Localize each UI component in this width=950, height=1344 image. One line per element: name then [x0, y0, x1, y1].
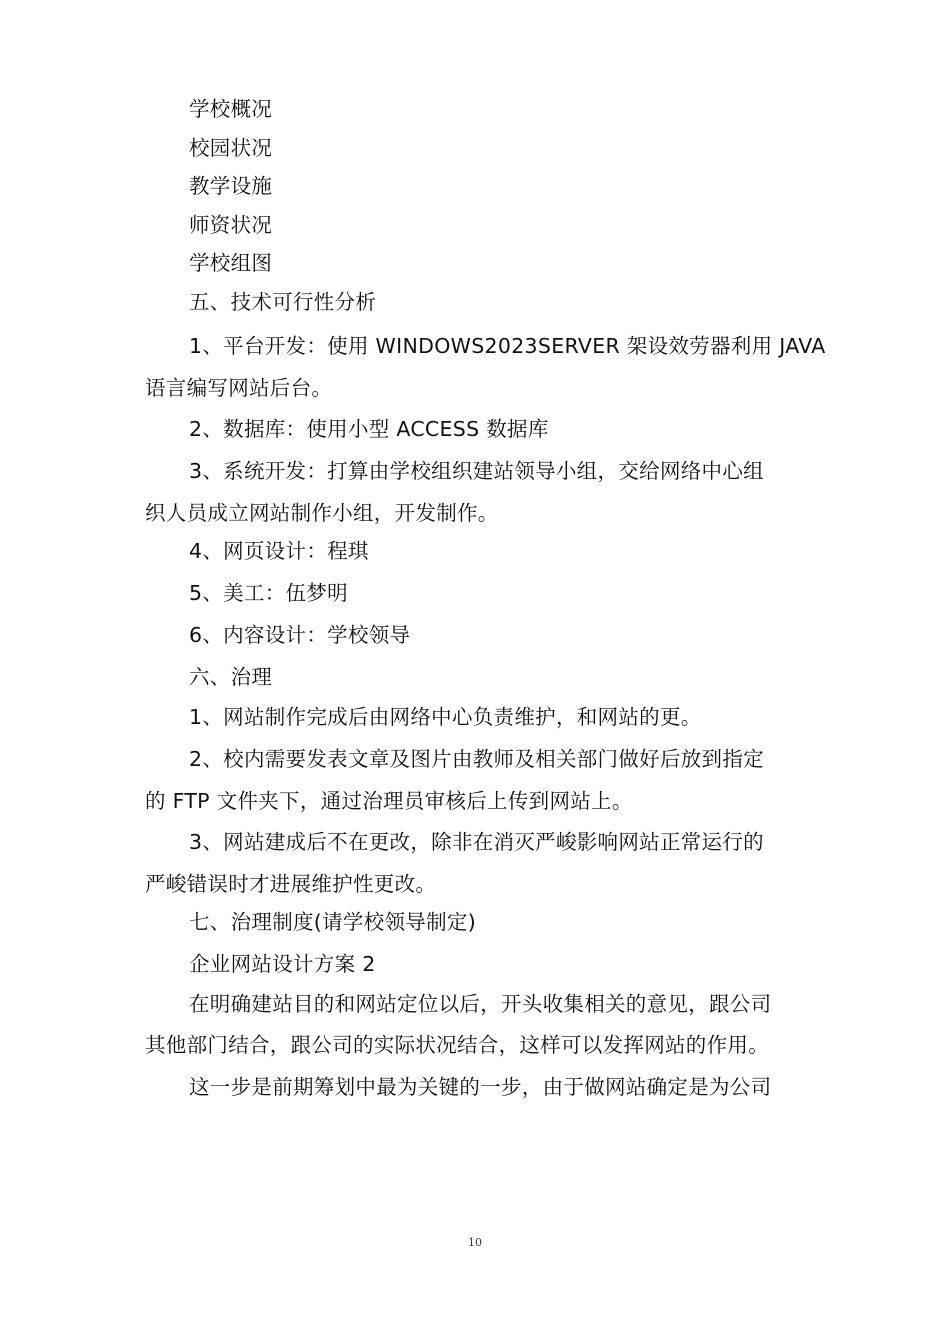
section-heading: 五、技术可行性分析 — [189, 290, 377, 314]
text-line: 1、网站制作完成后由网络中心负责维护，和网站的更。 — [189, 705, 702, 729]
text-line: 3、网站建成后不在更改，除非在消灭严峻影响网站正常运行的 — [189, 830, 764, 854]
text-line: 3、系统开发：打算由学校组织建站领导小组，交给网络中心组 — [189, 459, 764, 483]
text-line: 语言编写网站后台。 — [145, 376, 333, 400]
text-line: 这一步是前期筹划中最为关键的一步，由于做网站确定是为公司 — [189, 1075, 772, 1099]
text-line: 织人员成立网站制作小组，开发制作。 — [145, 501, 499, 525]
text-line: 教学设施 — [189, 174, 273, 198]
text-line: 在明确建站目的和网站定位以后，开头收集相关的意见，跟公司 — [189, 992, 772, 1016]
text-line: 2、校内需要发表文章及图片由教师及相关部门做好后放到指定 — [189, 747, 764, 771]
text-line: 其他部门结合，跟公司的实际状况结合，这样可以发挥网站的作用。 — [145, 1033, 769, 1057]
text-line: 学校组图 — [189, 251, 273, 275]
section-heading: 六、治理 — [189, 665, 273, 689]
text-line: 企业网站设计方案 2 — [189, 952, 376, 976]
text-line: 的 FTP 文件夹下，通过治理员审核后上传到网站上。 — [145, 789, 633, 813]
text-line: 严峻错误时才进展维护性更改。 — [145, 872, 437, 896]
text-line: 5、美工：伍梦明 — [189, 581, 348, 605]
text-line: 师资状况 — [189, 213, 273, 237]
text-line: 2、数据库：使用小型 ACCESS 数据库 — [189, 417, 549, 441]
page-number: 10 — [468, 1236, 482, 1249]
text-line: 6、内容设计：学校领导 — [189, 623, 411, 647]
text-line: 4、网页设计：程琪 — [189, 539, 369, 563]
text-line: 校园状况 — [189, 136, 273, 160]
text-line: 学校概况 — [189, 97, 273, 121]
section-heading: 七、治理制度(请学校领导制定) — [189, 910, 476, 934]
text-line: 1、平台开发：使用 WINDOWS2023SERVER 架设效劳器利用 JAVA — [189, 334, 826, 358]
